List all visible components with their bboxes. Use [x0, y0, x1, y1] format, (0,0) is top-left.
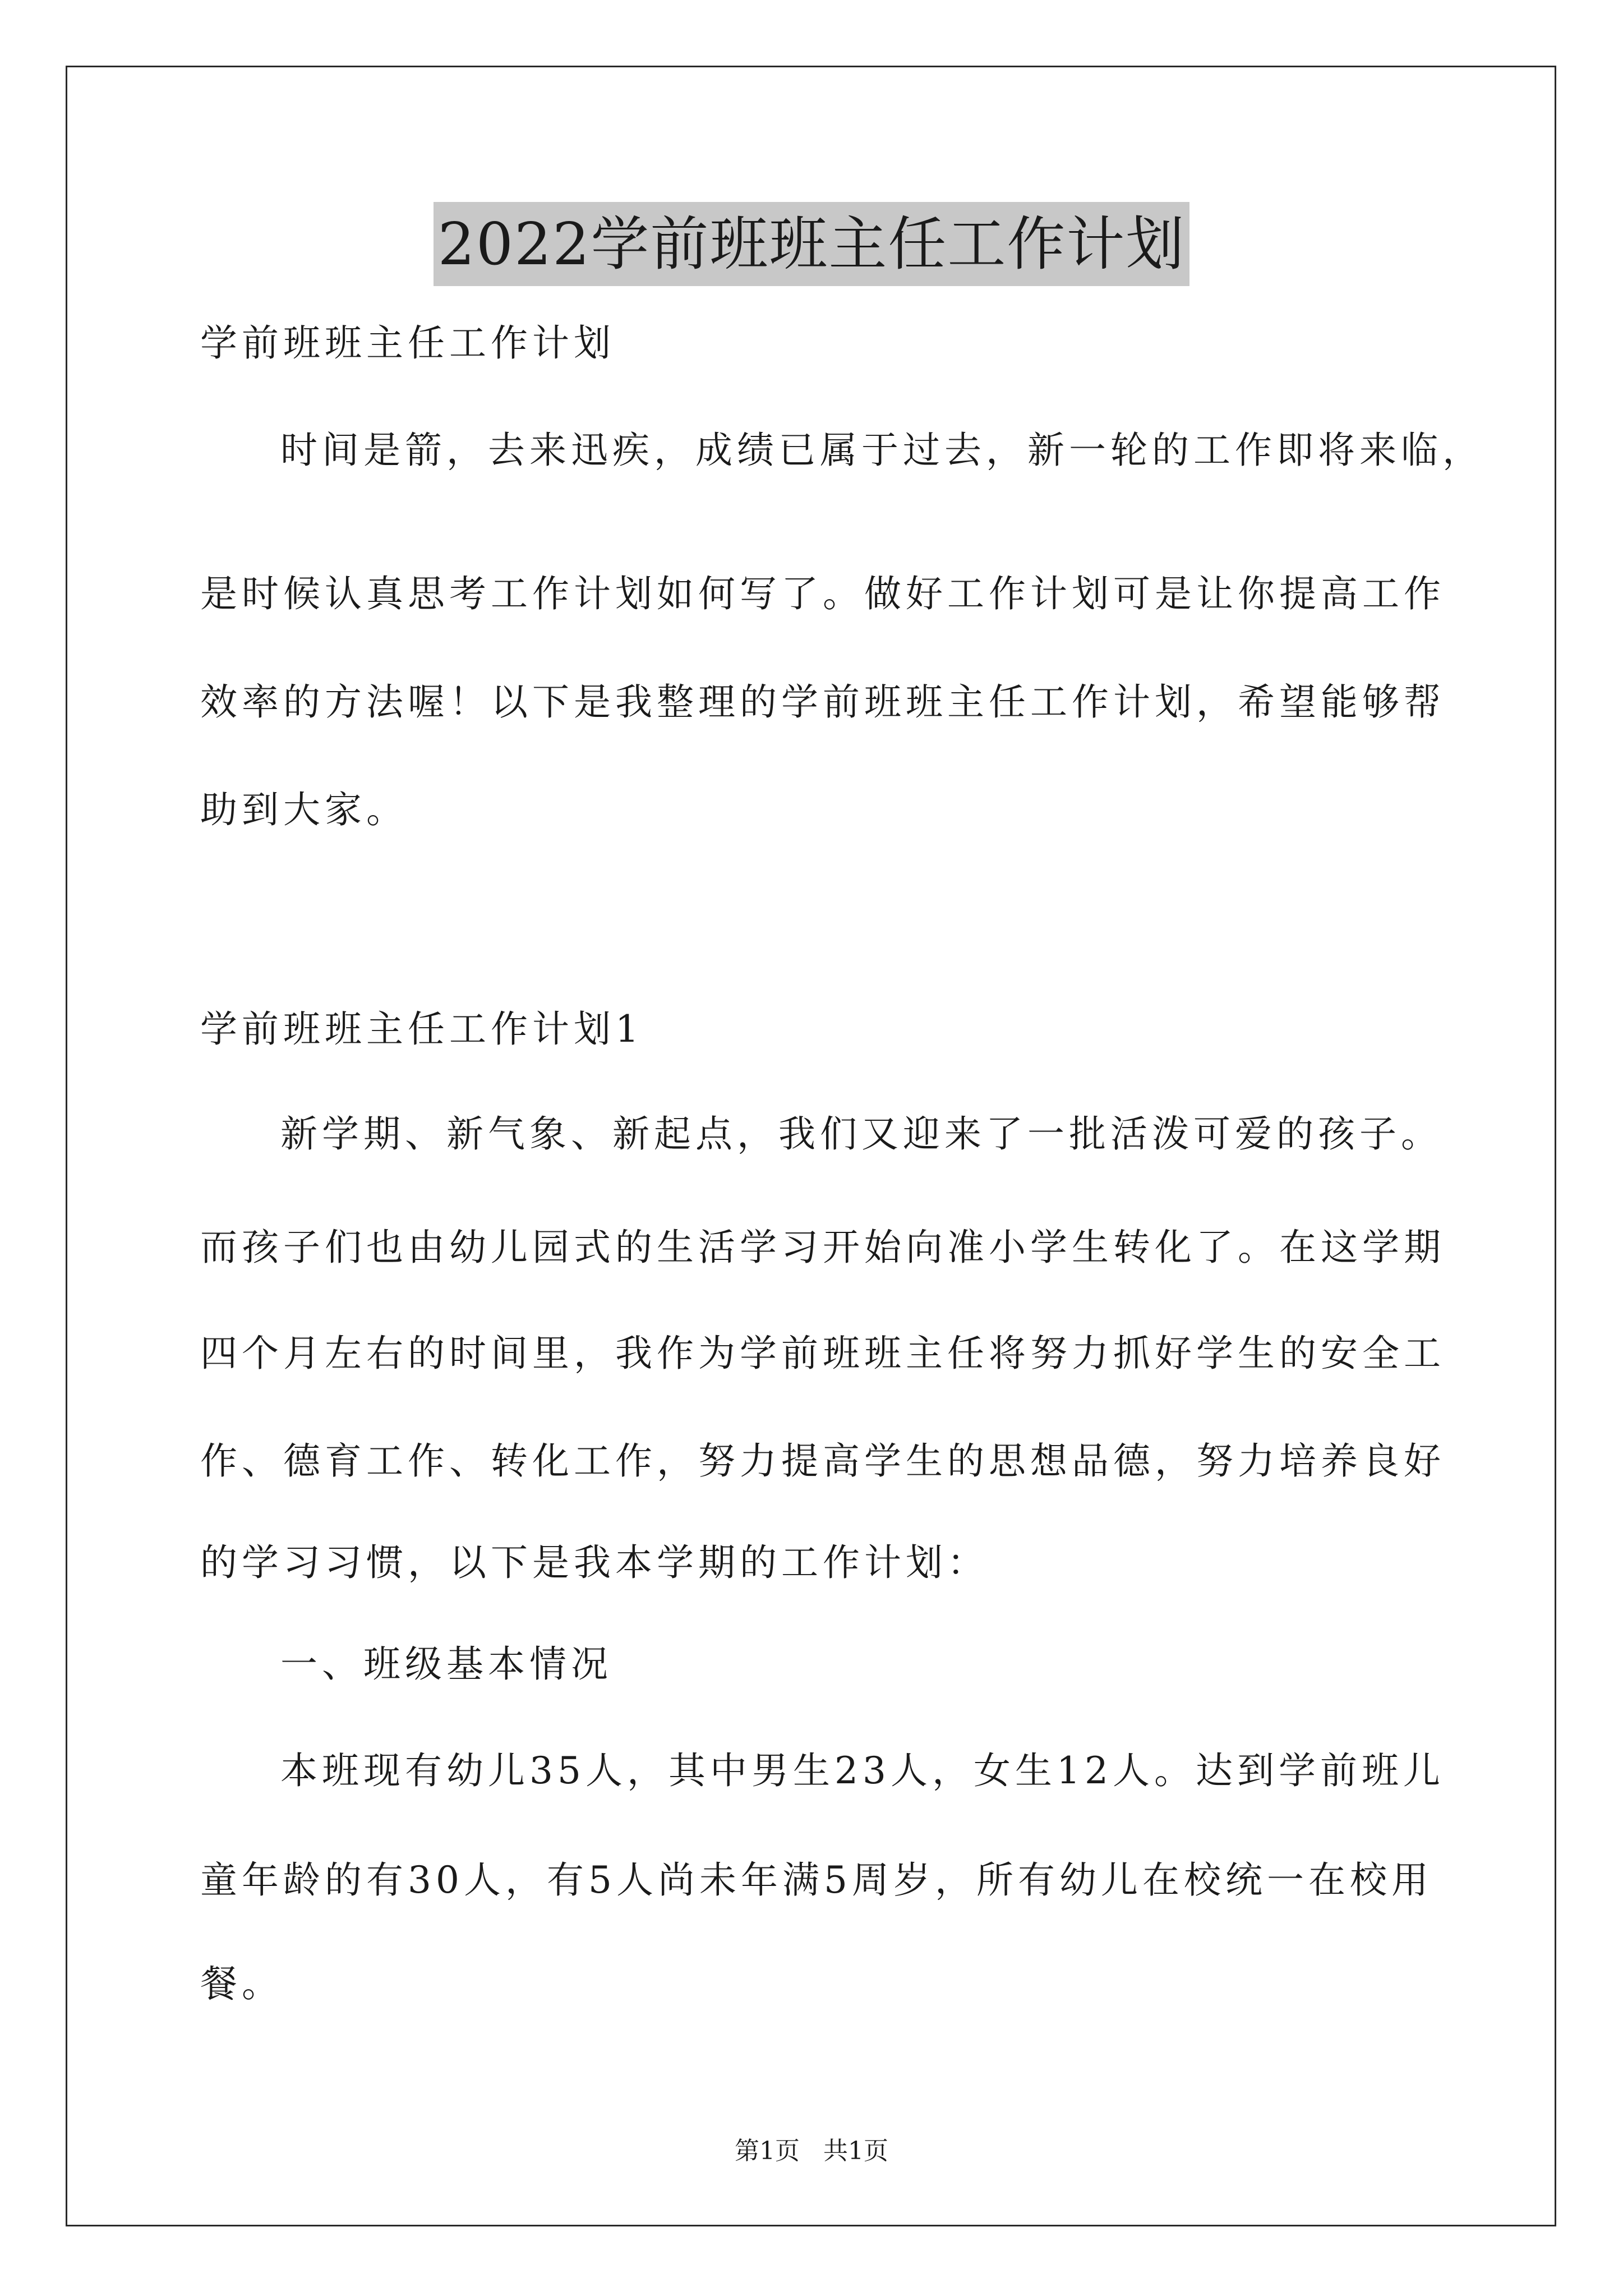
section1-line-4: 作、德育工作、转化工作，努力提高学生的思想品德，努力培养良好 — [200, 1439, 1445, 1483]
document-title: 2022学前班班主任工作计划 — [434, 202, 1190, 286]
page-footer: 第1页 共1页 — [735, 2137, 888, 2165]
section-heading-1: 学前班班主任工作计划1 — [200, 1007, 643, 1051]
title-block — [0, 202, 1623, 286]
intro-line-3: 效率的方法喔！以下是我整理的学前班班主任工作计划，希望能够帮 — [200, 680, 1445, 724]
intro-line-2: 是时候认真思考工作计划如何写了。做好工作计划可是让你提高工作 — [200, 572, 1445, 615]
section1-line-1: 新学期、新气象、新起点，我们又迎来了一批活泼可爱的孩子。 — [280, 1112, 1442, 1156]
section1-line-5: 的学习习惯，以下是我本学期的工作计划： — [200, 1541, 989, 1584]
part1-line-2: 童年龄的有30人，有5人尚未年满5周岁，所有幼儿在校统一在校用 — [200, 1858, 1433, 1902]
section1-line-2: 而孩子们也由幼儿园式的生活学习开始向准小学生转化了。在这学期 — [200, 1226, 1445, 1269]
intro-line-4: 助到大家。 — [200, 788, 408, 831]
subtitle: 学前班班主任工作计划 — [200, 321, 615, 365]
part1-line-1: 本班现有幼儿35人，其中男生23人，女生12人。达到学前班儿 — [280, 1749, 1445, 1792]
part1-line-3: 餐。 — [200, 1962, 283, 2005]
part1-heading: 一、班级基本情况 — [280, 1642, 612, 1686]
section1-line-3: 四个月左右的时间里，我作为学前班班主任将努力抓好学生的安全工 — [200, 1332, 1445, 1375]
intro-line-1: 时间是箭，去来迅疾，成绩已属于过去，新一轮的工作即将来临， — [280, 429, 1484, 472]
